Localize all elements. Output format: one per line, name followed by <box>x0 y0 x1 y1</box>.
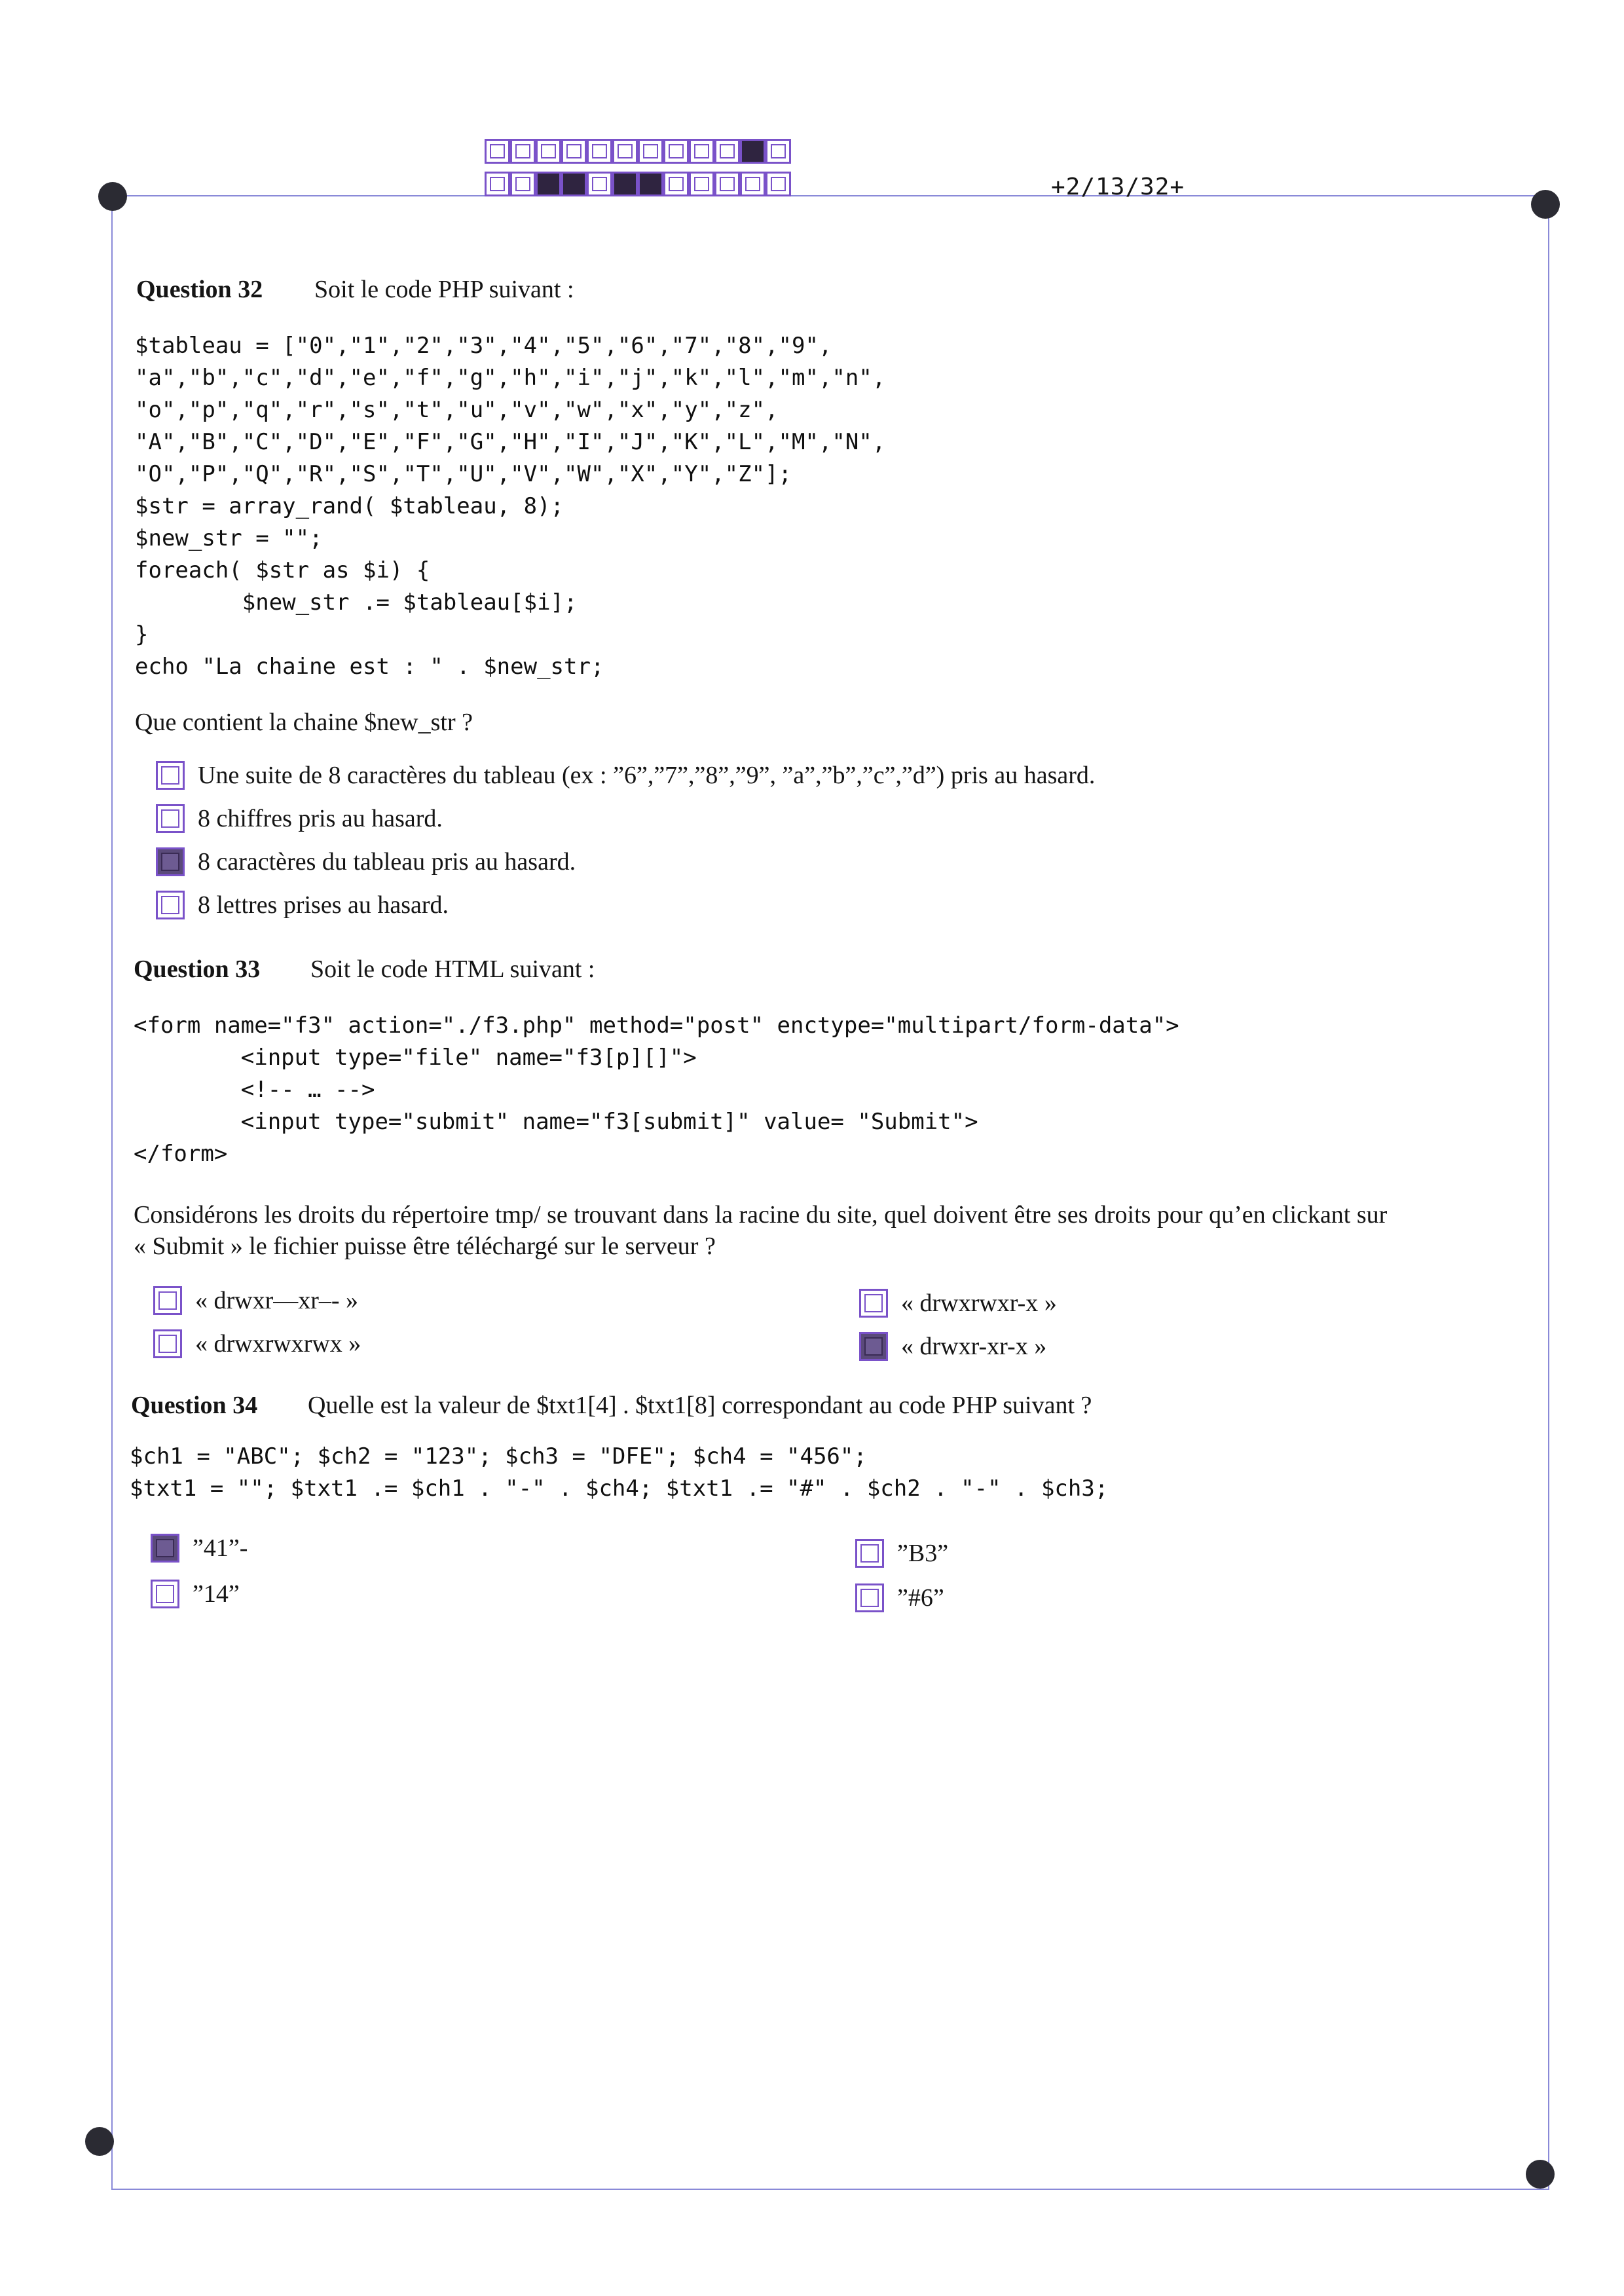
q32-option-4-label: 8 lettres prises au hasard. <box>198 891 449 919</box>
q34-option-2-checkbox[interactable] <box>151 1580 179 1608</box>
question-34-code: $ch1 = "ABC"; $ch2 = "123"; $ch3 = "DFE"; $ch4 = "456"; $txt1 = ""; $txt1 .= $ch1 . "-" . $ch4; $txt1 .= "#" . $ch2 . "-" . $ch3; <box>130 1443 1109 1502</box>
q34-option-2[interactable] <box>151 1580 240 1608</box>
code-cell <box>638 172 663 196</box>
corner-mark-bottom-right <box>1526 2160 1555 2189</box>
q32-option-3-label: 8 caractères du tableau pris au hasard. <box>198 848 576 876</box>
q33-option-3[interactable] <box>859 1289 1057 1318</box>
question-32-title: Question 32 <box>136 276 263 303</box>
code-cell <box>766 139 791 164</box>
code-cell <box>663 172 689 196</box>
q34-option-1-checkbox[interactable] <box>151 1534 179 1563</box>
corner-mark-bottom-left <box>85 2127 114 2156</box>
code-cell <box>689 172 714 196</box>
code-cell <box>612 172 638 196</box>
code-cell <box>689 139 714 164</box>
q33-option-2-checkbox[interactable] <box>153 1329 182 1358</box>
q34-option-1[interactable] <box>151 1534 248 1563</box>
question-33-title: Question 33 <box>134 955 261 983</box>
corner-mark-top-right <box>1531 190 1560 219</box>
question-32-code: $tableau = ["0","1","2","3","4","5","6","7","8","9", "a","b","c","d","e","f","g","h","i","j","k","l","m","n", "o","p","q","r","s","t","u","v","w","x","y","z", "A","B","C","D","E","F","G","H","I","J","K","L","M","N", "O","P","Q","R","S","T","U","V","W","X","Y","Z"]; $str = array_rand( $tableau, 8); $new_str = ""; foreach( $str as $i) { $new_str .= $tableau[$i]; } echo "La chaine est : " . $new_str; <box>135 333 886 680</box>
q32-option-3[interactable] <box>156 847 576 876</box>
code-cell <box>587 172 612 196</box>
q34-option-4[interactable] <box>855 1583 944 1612</box>
code-cell <box>663 139 689 164</box>
q33-option-3-checkbox[interactable] <box>859 1289 888 1318</box>
q32-option-2[interactable] <box>156 804 443 833</box>
question-34-title: Question 34 <box>131 1392 258 1419</box>
page-code-boxes-row-1 <box>485 139 791 164</box>
question-32-intro: Soit le code PHP suivant : <box>314 276 574 303</box>
q33-option-2[interactable] <box>153 1329 361 1358</box>
q33-option-4-label: « drwxr-xr-x » <box>901 1333 1047 1360</box>
code-cell <box>638 139 663 164</box>
code-cell <box>561 172 587 196</box>
q34-option-1-label: ”41”- <box>193 1534 248 1562</box>
q32-option-4[interactable] <box>156 891 449 919</box>
question-34-intro: Quelle est la valeur de $txt1[4] . $txt1[8] correspondant au code PHP suivant ? <box>308 1392 1092 1419</box>
q34-option-2-label: ”14” <box>193 1580 240 1608</box>
q33-option-1[interactable] <box>153 1286 358 1315</box>
page-code-boxes-row-2 <box>485 172 791 196</box>
q32-option-2-label: 8 chiffres pris au hasard. <box>198 805 443 832</box>
q32-option-4-checkbox[interactable] <box>156 891 185 919</box>
page-identifier: +2/13/32+ <box>1051 174 1185 200</box>
q34-option-3-label: ”B3” <box>897 1540 949 1567</box>
code-cell <box>612 139 638 164</box>
q33-option-3-label: « drwxrwxr-x » <box>901 1289 1057 1317</box>
q34-option-3[interactable] <box>855 1539 948 1568</box>
code-cell <box>536 139 561 164</box>
code-cell <box>740 172 766 196</box>
code-cell <box>714 172 740 196</box>
code-cell <box>510 172 536 196</box>
code-cell <box>561 139 587 164</box>
corner-mark-top-left <box>98 182 127 211</box>
question-32-prompt: Que contient la chaine $new_str ? <box>135 709 473 736</box>
code-cell <box>485 172 510 196</box>
question-33-intro: Soit le code HTML suivant : <box>310 955 595 983</box>
code-cell <box>510 139 536 164</box>
code-cell <box>714 139 740 164</box>
q33-option-4[interactable] <box>859 1332 1046 1361</box>
code-cell <box>536 172 561 196</box>
code-cell <box>485 139 510 164</box>
question-33-prompt-line-2: « Submit » le fichier puisse être téléchargé sur le serveur ? <box>134 1232 716 1260</box>
question-33-code: <form name="f3" action="./f3.php" method="post" enctype="multipart/form-data"> <input type="file" name="f3[p][]"> <!-- … --> <input type="submit" name="f3[submit]" value= "Submit"> </form> <box>134 1012 1179 1167</box>
code-cell <box>766 172 791 196</box>
q32-option-2-checkbox[interactable] <box>156 804 185 833</box>
q34-option-3-checkbox[interactable] <box>855 1539 884 1568</box>
q33-option-2-label: « drwxrwxrwx » <box>195 1330 361 1358</box>
q33-option-4-checkbox[interactable] <box>859 1332 888 1361</box>
question-33-prompt-line-1: Considérons les droits du répertoire tmp/ se trouvant dans la racine du site, quel doivent être ses droits pour qu’en clickant sur <box>134 1201 1388 1229</box>
q32-option-1-checkbox[interactable] <box>156 761 185 790</box>
q32-option-1-label: Une suite de 8 caractères du tableau (ex : ”6”,”7”,”8”,”9”, ”a”,”b”,”c”,”d”) pris au hasard. <box>198 762 1096 789</box>
q33-option-1-label: « drwxr—xr–- » <box>195 1287 359 1314</box>
code-cell <box>740 139 766 164</box>
q32-option-1[interactable] <box>156 761 1095 790</box>
q32-option-3-checkbox[interactable] <box>156 847 185 876</box>
q34-option-4-checkbox[interactable] <box>855 1583 884 1612</box>
q34-option-4-label: ”#6” <box>897 1584 944 1612</box>
code-cell <box>587 139 612 164</box>
q33-option-1-checkbox[interactable] <box>153 1286 182 1315</box>
